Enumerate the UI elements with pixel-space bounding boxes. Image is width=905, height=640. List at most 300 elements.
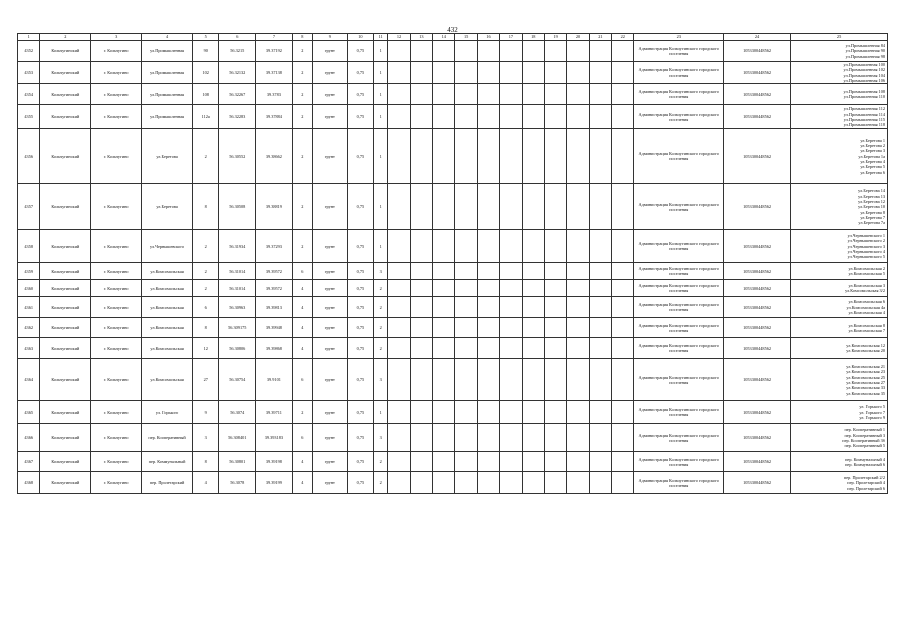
table-row xyxy=(18,105,888,129)
col-21-cell xyxy=(589,129,611,184)
owner-cell: Администрация Кольчугинского городского поселения xyxy=(634,230,724,263)
street-cell: ул.Промышленная xyxy=(142,105,193,129)
col-15-cell xyxy=(455,318,477,338)
col-14-cell xyxy=(433,472,455,494)
street-cell: ул.Комсомольская xyxy=(142,338,193,359)
col-21-cell xyxy=(589,84,611,105)
col-16-cell xyxy=(477,297,499,318)
address-line: ул.Комсомольская 33 xyxy=(846,385,885,391)
col-13-cell xyxy=(410,472,432,494)
latitude-cell: 56.30754 xyxy=(219,359,256,401)
col-20-cell xyxy=(567,105,589,129)
address-line: ул.Промышленная 106 xyxy=(843,78,885,84)
address-line: ул.Беретова 8 xyxy=(860,209,885,215)
street-cell: ул.Комсомольская xyxy=(142,280,193,297)
longitude-cell: 39.39198 xyxy=(256,452,293,472)
col-14-cell xyxy=(433,297,455,318)
district-cell: Кольчугинский xyxy=(40,424,91,452)
street-cell: ул.Беретова xyxy=(142,184,193,230)
table-row xyxy=(18,472,888,494)
header-cell-6: 6 xyxy=(219,34,256,41)
col-12-cell xyxy=(388,280,410,297)
count-cell: 2 xyxy=(374,452,388,472)
header-cell-23: 23 xyxy=(634,34,724,41)
col-18-cell xyxy=(522,424,544,452)
table-row xyxy=(18,318,888,338)
table-row xyxy=(18,338,888,359)
address-line: ул.Промышленная 115 xyxy=(843,116,885,122)
col-19-cell xyxy=(544,472,566,494)
area-cell: 2 xyxy=(292,230,312,263)
table-row xyxy=(18,401,888,424)
col-21-cell xyxy=(589,41,611,62)
volume-cell: 0,75 xyxy=(347,62,373,84)
address-line: ул. Горького 7 xyxy=(859,409,885,415)
district-cell: Кольчугинский xyxy=(40,41,91,62)
volume-cell: 0,75 xyxy=(347,184,373,230)
address-line: ул.Промышленная 108 xyxy=(843,89,885,95)
col-12-cell xyxy=(388,401,410,424)
count-cell: 2 xyxy=(374,338,388,359)
col-12-cell xyxy=(388,359,410,401)
district-cell: Кольчугинский xyxy=(40,105,91,129)
locality-cell: г. Кольчугино xyxy=(91,452,142,472)
house-cell: 2 xyxy=(193,263,219,280)
col-12-cell xyxy=(388,452,410,472)
ogrn-cell: 1053300448562 xyxy=(723,318,790,338)
col-20-cell xyxy=(567,359,589,401)
col-16-cell xyxy=(477,280,499,297)
volume-cell: 0,75 xyxy=(347,359,373,401)
area-cell: 6 xyxy=(292,359,312,401)
col-14-cell xyxy=(433,318,455,338)
count-cell: 1 xyxy=(374,184,388,230)
col-16-cell xyxy=(477,263,499,280)
area-cell: 4 xyxy=(292,338,312,359)
longitude-cell: 39.37884 xyxy=(256,105,293,129)
col-18-cell xyxy=(522,297,544,318)
latitude-cell: 56.30963 xyxy=(219,297,256,318)
address-line: ул.Промышленная 110 xyxy=(843,94,885,100)
col-14-cell xyxy=(433,359,455,401)
surface-cell: грунт xyxy=(313,84,348,105)
ogrn-cell: 1053300448562 xyxy=(723,129,790,184)
area-cell: 6 xyxy=(292,424,312,452)
col-15-cell xyxy=(455,84,477,105)
col-14-cell xyxy=(433,41,455,62)
header-cell-20: 20 xyxy=(567,34,589,41)
address-line: ул.Чернышевского 2 xyxy=(847,238,885,244)
district-cell: Кольчугинский xyxy=(40,297,91,318)
ogrn-cell: 1053300448562 xyxy=(723,84,790,105)
district-cell: Кольчугинский xyxy=(40,452,91,472)
col-18-cell xyxy=(522,338,544,359)
col-20-cell xyxy=(567,62,589,84)
col-21-cell xyxy=(589,263,611,280)
header-cell-19: 19 xyxy=(544,34,566,41)
longitude-cell: 39.39813 xyxy=(256,297,293,318)
table-row xyxy=(18,424,888,452)
street-cell: ул.Чернышевского xyxy=(142,230,193,263)
volume-cell: 0,75 xyxy=(347,338,373,359)
header-cell-22: 22 xyxy=(612,34,634,41)
address-line: ул.Чернышевского 5 xyxy=(847,254,885,260)
address-line: ул.Промышленная 118 xyxy=(843,122,885,128)
col-12-cell xyxy=(388,84,410,105)
col-14-cell xyxy=(433,280,455,297)
house-cell: 4 xyxy=(193,472,219,494)
longitude-cell: 39.9101 xyxy=(256,359,293,401)
address-line: ул.Чернышевского 4 xyxy=(847,249,885,255)
owner-cell: Администрация Кольчугинского городского поселения xyxy=(634,84,724,105)
table-row xyxy=(18,359,888,401)
address-line: ул.Комсомольская 12 xyxy=(846,343,885,349)
district-cell: Кольчугинский xyxy=(40,62,91,84)
col-17-cell xyxy=(500,297,522,318)
latitude-cell: 56.31934 xyxy=(219,230,256,263)
volume-cell: 0,75 xyxy=(347,129,373,184)
locality-cell: г. Кольчугино xyxy=(91,62,142,84)
district-cell: Кольчугинский xyxy=(40,318,91,338)
address-line: ул.Промышленная 100 xyxy=(843,62,885,67)
house-cell: 8 xyxy=(193,318,219,338)
count-cell: 3 xyxy=(374,359,388,401)
owner-cell: Администрация Кольчугинского городского поселения xyxy=(634,129,724,184)
count-cell: 1 xyxy=(374,41,388,62)
address-line: пер. Кооперативный 3 xyxy=(844,432,885,438)
surface-cell: грунт xyxy=(313,297,348,318)
served-addresses-cell xyxy=(791,105,888,129)
header-cell-14: 14 xyxy=(433,34,455,41)
served-addresses-cell xyxy=(791,401,888,424)
col-19-cell xyxy=(544,129,566,184)
col-13-cell xyxy=(410,263,432,280)
ogrn-cell: 1053300448562 xyxy=(723,424,790,452)
col-17-cell xyxy=(500,472,522,494)
col-15-cell xyxy=(455,263,477,280)
longitude-cell: 39.39572 xyxy=(256,263,293,280)
col-22-cell xyxy=(612,129,634,184)
col-17-cell xyxy=(500,263,522,280)
latitude-cell: 56.31014 xyxy=(219,280,256,297)
address-line: ул.Беретова 3 xyxy=(860,148,885,154)
address-line: ул.Комсомольская 2 xyxy=(848,266,885,272)
surface-cell: грунт xyxy=(313,41,348,62)
row-number-cell: 4353 xyxy=(18,62,40,84)
ogrn-cell: 1053300448562 xyxy=(723,472,790,494)
col-20-cell xyxy=(567,129,589,184)
address-line: ул.Комсомольская 4 xyxy=(848,310,885,316)
latitude-cell: 56.30552 xyxy=(219,129,256,184)
col-18-cell xyxy=(522,318,544,338)
longitude-cell: 39.39711 xyxy=(256,401,293,424)
col-12-cell xyxy=(388,41,410,62)
owner-cell: Администрация Кольчугинского городского поселения xyxy=(634,338,724,359)
latitude-cell: 56.31014 xyxy=(219,263,256,280)
col-19-cell xyxy=(544,452,566,472)
locality-cell: г. Кольчугино xyxy=(91,105,142,129)
col-13-cell xyxy=(410,297,432,318)
col-17-cell xyxy=(500,318,522,338)
locality-cell: г. Кольчугино xyxy=(91,84,142,105)
locality-cell: г. Кольчугино xyxy=(91,41,142,62)
ogrn-cell: 1053300448562 xyxy=(723,297,790,318)
col-19-cell xyxy=(544,280,566,297)
surface-cell: грунт xyxy=(313,424,348,452)
header-cell-24: 24 xyxy=(723,34,790,41)
col-20-cell xyxy=(567,184,589,230)
area-cell: 2 xyxy=(292,84,312,105)
street-cell: ул.Промышленная xyxy=(142,84,193,105)
col-21-cell xyxy=(589,401,611,424)
row-number-cell: 4366 xyxy=(18,424,40,452)
volume-cell: 0,75 xyxy=(347,41,373,62)
col-22-cell xyxy=(612,338,634,359)
table-row xyxy=(18,41,888,62)
col-17-cell xyxy=(500,280,522,297)
count-cell: 2 xyxy=(374,297,388,318)
street-cell: пер. Кооперативный xyxy=(142,424,193,452)
row-number-cell: 4357 xyxy=(18,184,40,230)
col-15-cell xyxy=(455,472,477,494)
served-addresses-cell xyxy=(791,472,888,494)
col-12-cell xyxy=(388,338,410,359)
latitude-cell: 56.3215 xyxy=(219,41,256,62)
col-15-cell xyxy=(455,41,477,62)
address-line: ул.Комсомольская 27 xyxy=(846,379,885,385)
col-22-cell xyxy=(612,62,634,84)
locality-cell: г. Кольчугино xyxy=(91,230,142,263)
area-cell: 2 xyxy=(292,105,312,129)
col-15-cell xyxy=(455,401,477,424)
col-17-cell xyxy=(500,359,522,401)
col-14-cell xyxy=(433,105,455,129)
header-cell-5: 5 xyxy=(193,34,219,41)
locality-cell: г. Кольчугино xyxy=(91,359,142,401)
col-16-cell xyxy=(477,184,499,230)
row-number-cell: 4368 xyxy=(18,472,40,494)
col-21-cell xyxy=(589,359,611,401)
served-addresses-cell xyxy=(791,452,888,472)
address-line: ул.Комсомольская 4а xyxy=(846,304,885,310)
area-cell: 6 xyxy=(292,263,312,280)
address-line: ул.Беретова 2 xyxy=(860,143,885,149)
col-12-cell xyxy=(388,318,410,338)
col-19-cell xyxy=(544,359,566,401)
served-addresses-cell xyxy=(791,230,888,263)
col-22-cell xyxy=(612,230,634,263)
col-13-cell xyxy=(410,184,432,230)
table-row xyxy=(18,62,888,84)
col-17-cell xyxy=(500,230,522,263)
volume-cell: 0,75 xyxy=(347,472,373,494)
latitude-cell: 56.32132 xyxy=(219,62,256,84)
locality-cell: г. Кольчугино xyxy=(91,401,142,424)
served-addresses-cell xyxy=(791,297,888,318)
house-cell: 6 xyxy=(193,297,219,318)
house-cell: 90 xyxy=(193,41,219,62)
col-22-cell xyxy=(612,280,634,297)
col-21-cell xyxy=(589,280,611,297)
col-16-cell xyxy=(477,359,499,401)
col-22-cell xyxy=(612,452,634,472)
address-line: ул.Беретова 7 xyxy=(860,214,885,220)
row-number-cell: 4363 xyxy=(18,338,40,359)
served-addresses-cell xyxy=(791,129,888,184)
longitude-cell: 39.39868 xyxy=(256,338,293,359)
latitude-cell: 56.308401 xyxy=(219,424,256,452)
col-18-cell xyxy=(522,129,544,184)
col-18-cell xyxy=(522,263,544,280)
row-number-cell: 4359 xyxy=(18,263,40,280)
surface-cell: грунт xyxy=(313,280,348,297)
surface-cell: грунт xyxy=(313,62,348,84)
col-16-cell xyxy=(477,452,499,472)
row-number-cell: 4355 xyxy=(18,105,40,129)
address-line: ул.Беретова 6 xyxy=(860,169,885,175)
longitude-cell: 39.38819 xyxy=(256,184,293,230)
col-20-cell xyxy=(567,318,589,338)
house-cell: 102 xyxy=(193,62,219,84)
col-16-cell xyxy=(477,338,499,359)
header-cell-9: 9 xyxy=(313,34,348,41)
col-21-cell xyxy=(589,62,611,84)
col-22-cell xyxy=(612,41,634,62)
surface-cell: грунт xyxy=(313,230,348,263)
header-cell-15: 15 xyxy=(455,34,477,41)
table-row xyxy=(18,129,888,184)
district-cell: Кольчугинский xyxy=(40,129,91,184)
latitude-cell: 56.30801 xyxy=(219,452,256,472)
col-20-cell xyxy=(567,401,589,424)
served-addresses-cell xyxy=(791,263,888,280)
col-19-cell xyxy=(544,84,566,105)
address-line: ул.Комсомольская 3/2 xyxy=(845,288,885,294)
area-cell: 4 xyxy=(292,297,312,318)
col-19-cell xyxy=(544,263,566,280)
address-line: пер. Кооперативный 5 xyxy=(844,443,885,449)
served-addresses-cell xyxy=(791,424,888,452)
count-cell: 1 xyxy=(374,401,388,424)
owner-cell: Администрация Кольчугинского городского поселения xyxy=(634,41,724,62)
table-row xyxy=(18,280,888,297)
col-19-cell xyxy=(544,184,566,230)
street-cell: ул. Горького xyxy=(142,401,193,424)
longitude-cell: 39.3783 xyxy=(256,84,293,105)
col-12-cell xyxy=(388,424,410,452)
district-cell: Кольчугинский xyxy=(40,338,91,359)
surface-cell: грунт xyxy=(313,263,348,280)
col-16-cell xyxy=(477,84,499,105)
col-16-cell xyxy=(477,318,499,338)
district-cell: Кольчугинский xyxy=(40,184,91,230)
count-cell: 3 xyxy=(374,263,388,280)
col-14-cell xyxy=(433,184,455,230)
district-cell: Кольчугинский xyxy=(40,230,91,263)
col-14-cell xyxy=(433,84,455,105)
col-17-cell xyxy=(500,84,522,105)
address-line: ул.Промышленная 104 xyxy=(843,72,885,78)
address-line: ул.Чернышевского 3 xyxy=(847,243,885,249)
col-19-cell xyxy=(544,297,566,318)
volume-cell: 0,75 xyxy=(347,230,373,263)
house-cell: 8 xyxy=(193,184,219,230)
col-20-cell xyxy=(567,297,589,318)
count-cell: 2 xyxy=(374,318,388,338)
col-15-cell xyxy=(455,359,477,401)
col-13-cell xyxy=(410,401,432,424)
col-15-cell xyxy=(455,297,477,318)
col-19-cell xyxy=(544,424,566,452)
latitude-cell: 56.32267 xyxy=(219,84,256,105)
address-line: ул.Комсомольская 21 xyxy=(846,363,885,369)
ogrn-cell: 1053300448562 xyxy=(723,184,790,230)
house-cell: 9 xyxy=(193,401,219,424)
owner-cell: Администрация Кольчугинского городского поселения xyxy=(634,105,724,129)
surface-cell: грунт xyxy=(313,452,348,472)
owner-cell: Администрация Кольчугинского городского поселения xyxy=(634,62,724,84)
street-cell: ул.Беретова xyxy=(142,129,193,184)
col-16-cell xyxy=(477,62,499,84)
col-13-cell xyxy=(410,424,432,452)
col-16-cell xyxy=(477,230,499,263)
locality-cell: г. Кольчугино xyxy=(91,280,142,297)
address-line: ул.Беретова 13 xyxy=(858,193,885,199)
longitude-cell: 39.39948 xyxy=(256,318,293,338)
ogrn-cell: 1053300448562 xyxy=(723,401,790,424)
owner-cell: Администрация Кольчугинского городского поселения xyxy=(634,424,724,452)
col-13-cell xyxy=(410,129,432,184)
latitude-cell: 56.3078 xyxy=(219,472,256,494)
col-16-cell xyxy=(477,401,499,424)
col-21-cell xyxy=(589,297,611,318)
col-17-cell xyxy=(500,62,522,84)
col-13-cell xyxy=(410,41,432,62)
col-21-cell xyxy=(589,105,611,129)
latitude-cell: 56.3074 xyxy=(219,401,256,424)
address-line: пер. Коммунальный 6 xyxy=(845,461,885,467)
served-addresses-cell xyxy=(791,62,888,84)
count-cell: 1 xyxy=(374,105,388,129)
address-line: ул.Беретова 1 xyxy=(860,137,885,143)
street-cell: ул.Комсомольская xyxy=(142,359,193,401)
col-22-cell xyxy=(612,297,634,318)
col-21-cell xyxy=(589,318,611,338)
address-line: ул.Чернышевского 1 xyxy=(847,233,885,239)
address-line: ул.Беретова 1а xyxy=(858,153,885,159)
table-row xyxy=(18,297,888,318)
col-19-cell xyxy=(544,62,566,84)
volume-cell: 0,75 xyxy=(347,297,373,318)
col-14-cell xyxy=(433,424,455,452)
col-22-cell xyxy=(612,105,634,129)
col-16-cell xyxy=(477,424,499,452)
address-line: ул.Комсомольская 20 xyxy=(846,348,885,354)
ogrn-cell: 1053300448562 xyxy=(723,452,790,472)
count-cell: 2 xyxy=(374,472,388,494)
ogrn-cell: 1053300448562 xyxy=(723,359,790,401)
col-13-cell xyxy=(410,318,432,338)
header-cell-10: 10 xyxy=(347,34,373,41)
area-cell: 4 xyxy=(292,318,312,338)
col-20-cell xyxy=(567,424,589,452)
col-13-cell xyxy=(410,280,432,297)
street-cell: ул.Промышленная xyxy=(142,41,193,62)
owner-cell: Администрация Кольчугинского городского поселения xyxy=(634,401,724,424)
address-line: пер. Пролетарский 2/2 xyxy=(843,474,885,480)
area-cell: 4 xyxy=(292,452,312,472)
count-cell: 2 xyxy=(374,280,388,297)
